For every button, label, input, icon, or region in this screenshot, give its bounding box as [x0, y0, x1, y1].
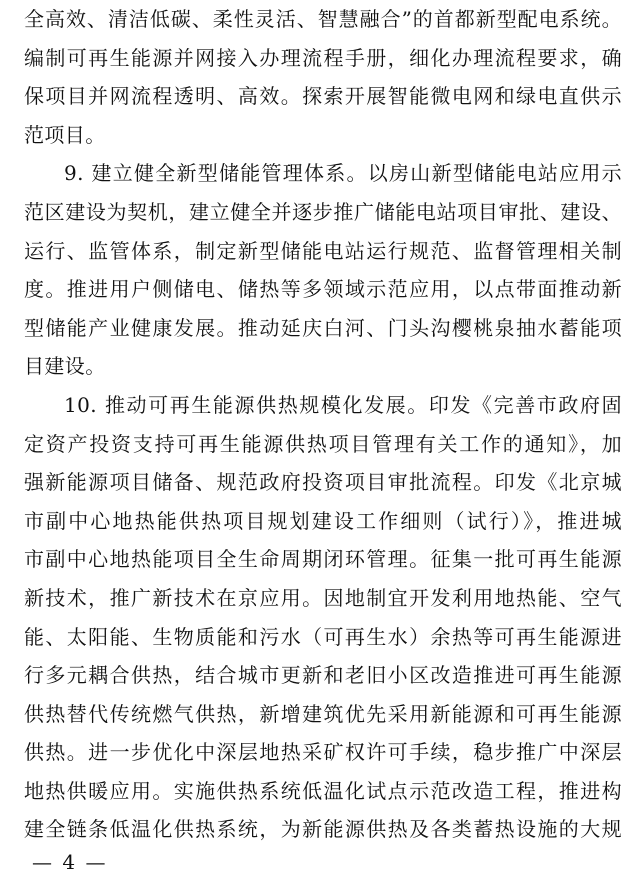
document-page: [24, 0, 622, 849]
text-line: 市副中心地热能项目全生命周期闭环管理。征集一批可再生能源: [24, 547, 622, 572]
text-line: 市副中心地热能供热项目规划建设工作细则（试行）》，推进城: [24, 508, 622, 533]
text-line: 9. 建立健全新型储能管理体系。以房山新型储能电站应用示: [64, 161, 622, 186]
paragraph-item-9: [24, 154, 622, 386]
text-line: 强新能源项目储备、规范政府投资项目审批流程。印发《北京城: [24, 470, 622, 495]
text-line: 全高效、清洁低碳、柔性灵活、智慧融合”的首都新型配电系统。: [24, 7, 622, 31]
text-line: 建全链条低温化供热系统，为新能源供热及各类蓄热设施的大规: [24, 817, 622, 842]
text-line: 供热替代传统燃气供热，新增建筑优先采用新能源和可再生能源: [24, 701, 622, 726]
paragraph-item-10: [24, 386, 622, 849]
text-line: 范区建设为契机，建立健全并逐步推广储能电站项目审批、建设、: [24, 199, 622, 224]
text-line: 度。推进用户侧储电、储热等多领域示范应用，以点带面推动新: [24, 277, 622, 302]
text-line: 能、太阳能、生物质能和污水（可再生水）余热等可再生能源进: [24, 624, 622, 649]
text-line: 运行、监管体系，制定新型储能电站运行规范、监督管理相关制: [24, 238, 622, 263]
text-line: 编制可再生能源并网接入办理流程手册，细化办理流程要求，确: [24, 45, 622, 70]
text-line: 型储能产业健康发展。推动延庆白河、门头沟樱桃泉抽水蓄能项: [24, 315, 622, 340]
text-line: 保项目并网流程透明、高效。探索开展智能微电网和绿电直供示: [24, 84, 622, 109]
text-line: 范项目。: [24, 122, 106, 147]
text-line: 地热供暖应用。实施供热系统低温化试点示范改造工程，推进构: [24, 778, 622, 803]
page-number: — 4 —: [32, 850, 108, 874]
text-line: 行多元耦合供热，结合城市更新和老旧小区改造推进可再生能源: [24, 663, 622, 688]
text-line: 供热。进一步优化中深层地热采矿权许可手续，稳步推广中深层: [24, 740, 622, 765]
paragraph-1: [24, 0, 622, 154]
text-line: 10. 推动可再生能源供热规模化发展。印发《完善市政府固: [64, 392, 622, 417]
text-line: 新技术，推广新技术在京应用。因地制宜开发利用地热能、空气: [24, 585, 622, 610]
text-line: 目建设。: [24, 354, 106, 379]
text-line: 定资产投资支持可再生能源供热项目管理有关工作的通知》，加: [24, 431, 622, 456]
